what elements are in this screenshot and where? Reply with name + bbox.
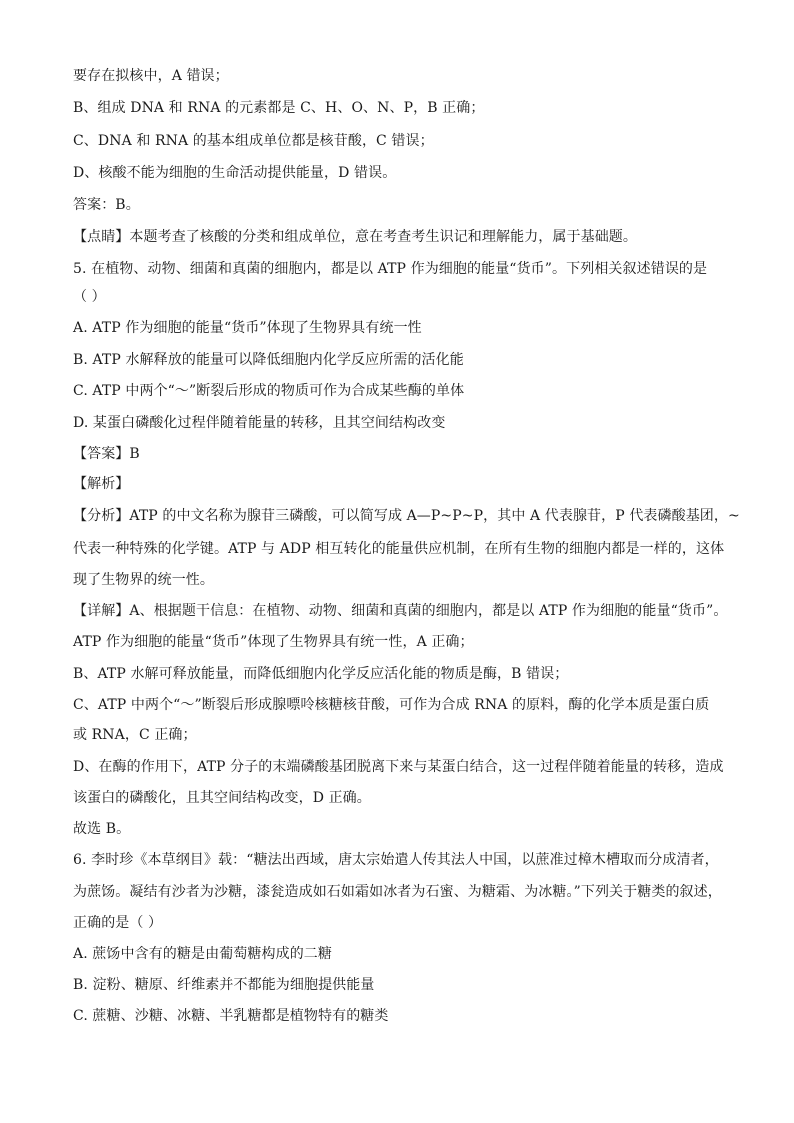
text-line: 为蔗饧。凝结有沙者为沙糖，漆瓮造成如石如霜如冰者为石蜜、为糖霜、为冰糖。”下列关于糖类的叙述， [73, 884, 722, 900]
text-line: 或 RNA，C 正确； [73, 727, 197, 743]
answer-heading: 【答案】B [73, 446, 140, 462]
text-line: 现了生物界的统一性。 [73, 572, 214, 588]
text-line: C、ATP 中两个“～”断裂后形成腺嘌呤核糖核苷酸，可作为合成 RNA 的原料，酶的化学本质是蛋白质 [73, 697, 710, 713]
question-blank: （ ） [73, 289, 106, 305]
text-line: 【详解】A、根据题干信息：在植物、动物、细菌和真菌的细胞内，都是以 ATP 作为细胞的能量“货币”。 [73, 603, 728, 619]
option-b: B. 淀粉、糖原、纤维素并不都能为细胞提供能量 [73, 977, 375, 993]
text-line: 【分析】ATP 的中文名称为腺苷三磷酸，可以简写成 A—P~P~P，其中 A 代表腺苷，P 代表磷酸基团，~ [73, 508, 740, 524]
option-c: C. ATP 中两个“～”断裂后形成的物质可作为合成某些酶的单体 [73, 383, 465, 399]
text-line: 【点睛】本题考查了核酸的分类和组成单位，意在考查考生识记和理解能力，属于基础题。 [73, 229, 637, 245]
question-stem: 5. 在植物、动物、细菌和真菌的细胞内，都是以 ATP 作为细胞的能量“货币”。下列相关叙述错误的是 [73, 261, 708, 277]
text-line: D、在酶的作用下，ATP 分子的末端磷酸基团脱离下来与某蛋白结合，这一过程伴随着能量的转移，造成 [73, 759, 724, 775]
text-line: C、DNA 和 RNA 的基本组成单位都是核苷酸，C 错误； [73, 133, 434, 149]
question-blank: 正确的是（ ） [73, 915, 163, 931]
text-line: 该蛋白的磷酸化，且其空间结构改变，D 正确。 [73, 790, 371, 806]
option-a: A. ATP 作为细胞的能量“货币”体现了生物界具有统一性 [73, 320, 422, 336]
text-line: ATP 作为细胞的能量“货币”体现了生物界具有统一性，A 正确； [73, 634, 474, 650]
text-line: D、核酸不能为细胞的生命活动提供能量，D 错误。 [73, 165, 397, 181]
option-c: C. 蔗糖、沙糖、冰糖、半乳糖都是植物特有的糖类 [73, 1008, 389, 1024]
text-line: 答案：B。 [73, 197, 140, 213]
text-line: 故选 B。 [73, 821, 131, 837]
option-d: D. 某蛋白磷酸化过程伴随着能量的转移，且其空间结构改变 [73, 415, 446, 431]
text-line: B、组成 DNA 和 RNA 的元素都是 C、H、O、N、P，B 正确； [73, 100, 485, 116]
text-line: B、ATP 水解可释放能量，而降低细胞内化学反应活化能的物质是酶，B 错误； [73, 666, 569, 682]
option-a: A. 蔗饧中含有的糖是由葡萄糖构成的二糖 [73, 946, 333, 962]
text-line: 要存在拟核中，A 错误； [73, 68, 229, 84]
analysis-heading: 【解析】 [73, 476, 130, 492]
question-stem: 6. 李时珍《本草纲目》载：“糖法出西域，唐太宗始遣人传其法人中国，以蔗准过樟木槽取而分成清者， [73, 852, 719, 868]
text-line: 代表一种特殊的化学键。ATP 与 ADP 相互转化的能量供应机制，在所有生物的细胞内都是一样的，这体 [73, 541, 725, 557]
option-b: B. ATP 水解释放的能量可以降低细胞内化学反应所需的活化能 [73, 352, 464, 368]
